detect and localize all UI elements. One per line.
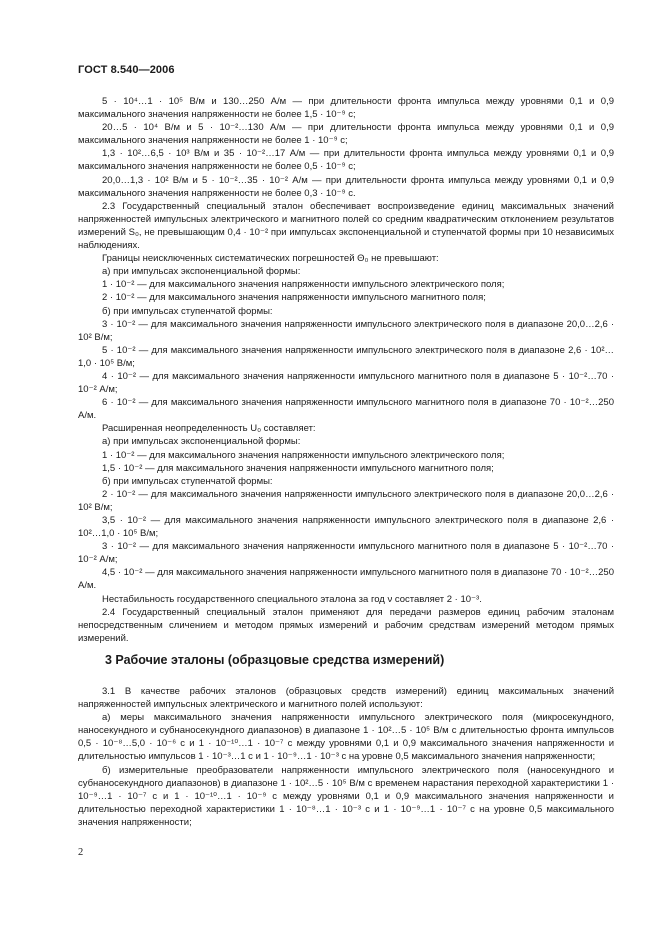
document-body [78,95,614,645]
page-number: 2 [78,847,84,858]
paragraph: 2 · 10⁻² — для максимального значения напряженности импульсного электрического поля в диапазоне 20,0…2,6 · 10² В/м; [78,488,614,513]
paragraph: б) измерительные преобразователи напряженности импульсного электрического поля (наносекундного и субнаносекундного диапазонов) в диапазоне 1 · 10²…5 · 10⁵ В/м с временем нарастания переходной характеристики 1 · 10⁻⁹…1 · 10⁻⁷ с и 1 · 10⁻¹⁰…1 · 10⁻⁹ с между уровнями 0,1 и 0,9 максимального значения напряженности и длительностью переходной характеристики 1 · 10⁻⁸…1 · 10⁻³ с и 1 · 10⁻⁹…1 · 10⁻⁷ с на уровне 0,5 максимального значения напряженности; [78,764,614,828]
document-header: ГОСТ 8.540—2006 [78,64,175,76]
paragraph: 1,3 · 10²…6,5 · 10³ В/м и 35 · 10⁻²…17 А/м — при длительности фронта импульса между уровнями 0,1 и 0,9 максимального значения напряженности не более 0,5 · 10⁻⁹ с; [78,148,614,173]
section-heading: 3 Рабочие эталоны (образцовые средства измерений) [105,653,445,667]
paragraph: 1,5 · 10⁻² — для максимального значения напряженности импульсного магнитного поля; [102,462,494,474]
paragraph: а) при импульсах экспоненциальной формы: [102,436,301,448]
paragraph: 3,5 · 10⁻² — для максимального значения напряженности импульсного электрического поля в диапазоне 2,6 · 10²…1,0 · 10⁵ В/м; [78,515,614,540]
paragraph: Расширенная неопределенность U₀ составляет: [102,423,316,435]
paragraph: 1 · 10⁻² — для максимального значения напряженности импульсного электрического поля; [102,449,505,461]
paragraph: б) при импульсах ступенчатой формы: [102,305,273,317]
paragraph: а) при импульсах экспоненциальной формы: [102,266,301,278]
paragraph: Границы неисключенных систематических погрешностей Θ₀ не превышают: [102,253,439,265]
paragraph: 3 · 10⁻² — для максимального значения напряженности импульсного магнитного поля в диапазоне 5 · 10⁻²…70 · 10⁻² А/м; [78,541,614,566]
paragraph: а) меры максимального значения напряженности импульсного электрического поля (микросекундного, наносекундного и субнаносекундного диапазонов) в диапазоне 1 · 10²…5 · 10⁵ В/м с длительностью фронта импульсов 0,5 · 10⁻⁸…5,0 · 10⁻⁶ с и 1 · 10⁻¹⁰…1 · 10⁻⁷ с между уровнями 0,1 и 0,9 максимального значения напряженности и длительностью импульсов 1 · 10⁻³…1 с и 1 · 10⁻⁹…1 · 10⁻³ с на уровне 0,5 максимального значения напряженности; [78,712,614,763]
paragraph: 2.3 Государственный специальный эталон обеспечивает воспроизведение единиц максимальных значений напряженностей импульсных электрического и магнитного полей со средним квадратическим отклонением результатов измерений S₀, не превышающим 0,4 · 10⁻² при импульсах экспоненциальной и ступенчатой формы при 10 независимых наблюдениях. [78,200,614,252]
paragraph: 3.1 В качестве рабочих эталонов (образцовых средств измерений) единиц максимальных значений напряженностей импульсных электрического и магнитного полей используют: [78,686,614,711]
paragraph: 3 · 10⁻² — для максимального значения напряженности импульсного электрического поля в диапазоне 20,0…2,6 · 10² В/м; [78,318,614,343]
paragraph: 4,5 · 10⁻² — для максимального значения напряженности импульсного магнитного поля в диапазоне 70 · 10⁻²…250 А/м. [78,567,614,592]
paragraph: Нестабильность государственного специального эталона за год ν составляет 2 · 10⁻³. [102,593,482,605]
paragraph: 20,0…1,3 · 10² В/м и 5 · 10⁻²…35 · 10⁻² А/м — при длительности фронта импульса между уровнями 0,1 и 0,9 максимального значения напряженности не более 0,3 · 10⁻⁹ с. [78,174,614,199]
paragraph: 5 · 10⁴…1 · 10⁵ В/м и 130…250 А/м — при длительности фронта импульса между уровнями 0,1 и 0,9 максимального значения напряженности не более 1,5 · 10⁻⁹ с; [78,96,614,121]
paragraph: 20…5 · 10⁴ В/м и 5 · 10⁻²…130 А/м — при длительности фронта импульса между уровнями 0,1 и 0,9 максимального значения напряженности не более 1 · 10⁻⁹ с; [78,122,614,147]
paragraph: 5 · 10⁻² — для максимального значения напряженности импульсного электрического поля в диапазоне 2,6 · 10²…1,0 · 10⁵ В/м; [78,344,614,369]
paragraph: 1 · 10⁻² — для максимального значения напряженности импульсного электрического поля; [102,279,505,291]
paragraph: 6 · 10⁻² — для максимального значения напряженности импульсного магнитного поля в диапазоне 70 · 10⁻²…250 А/м. [78,397,614,422]
paragraph: 2 · 10⁻² — для максимального значения напряженности импульсного магнитного поля; [102,292,486,304]
section-body [78,685,614,829]
paragraph: 4 · 10⁻² — для максимального значения напряженности импульсного магнитного поля в диапазоне 5 · 10⁻²…70 · 10⁻² А/м; [78,370,614,396]
paragraph: б) при импульсах ступенчатой формы: [102,475,273,487]
paragraph: 2.4 Государственный специальный эталон применяют для передачи размеров единиц рабочим эталонам непосредственным сличением и методом прямых измерений и рабочим средствам измерений методом прямых измерений. [78,606,614,644]
